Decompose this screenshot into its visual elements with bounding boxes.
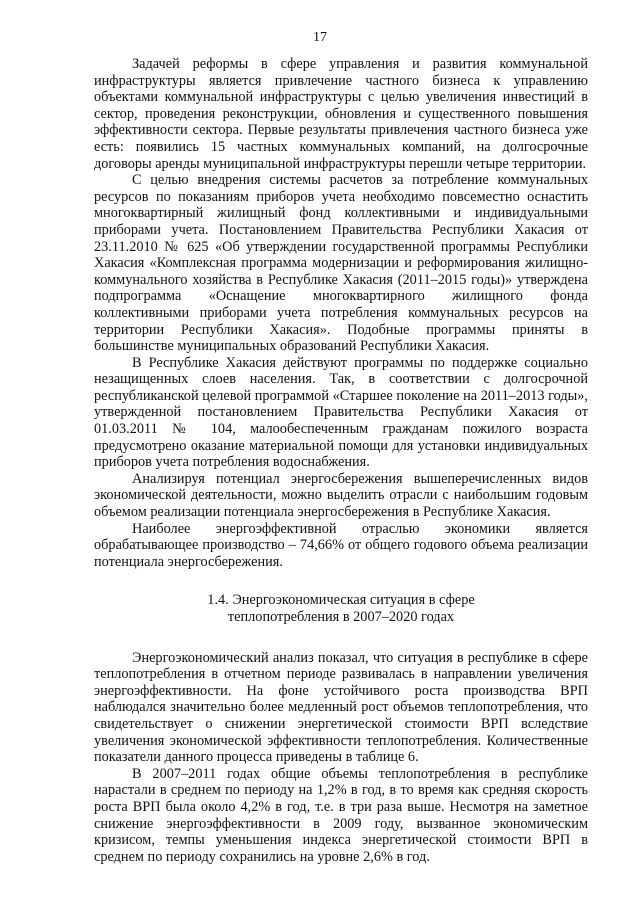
paragraph-heat-consumption-growth: В 2007–2011 годах общие объемы теплопотребления в республике нарастали в среднем по периоду на 1,2% в год, в то время как средняя скорость роста ВРП была около 4,2% в год, т.е. в три раза выше. Несмотря на заметное снижение энергоэффективности в 2009 году, вызванное экономическим кризисом, темпы уменьшения индекса энергетической стоимости ВРП в среднем по периоду сохранились на уровне 2,6% в год. <box>94 765 588 865</box>
paragraph-reform-goal: Задачей реформы в сфере управления и развития коммунальной инфраструктуры является привлечение частного бизнеса к управлению объектами коммунальной инфраструктуры с целью увеличения инвестиций в сектор, проведения реконструкции, обновления и существенного повышения эффективности сектора. Первые результаты привлечения частного бизнеса уже есть: появились 15 частных коммунальных компаний, на долгосрочные договоры аренды муниципальной инфраструктуры перешли четыре территории. <box>94 56 588 172</box>
document-body <box>94 56 588 865</box>
section-heading-line-2: теплопотребления в 2007–2020 годах <box>227 609 455 625</box>
section-heading <box>94 592 588 625</box>
paragraph-savings-potential: Анализируя потенциал энергосбережения вышеперечисленных видов экономической деятельности, можно выделить отрасли с наибольшим годовым объемом реализации потенциала энергосбережения в Республике Хакасия. <box>94 470 588 521</box>
paragraph-energy-analysis: Энергоэкономический анализ показал, что ситуация в республике в сфере теплопотребления в отчетном периоде развивалась в направлении увеличения энергоэффективности. На фоне устойчивого роста производства ВРП наблюдался значительно более медленный рост объемов теплопотребления, что свидетельствует о снижении энергетической стоимости ВРП вследствие увеличения экономической эффективности теплопотребления. Количественные показатели данного процесса приведены в таблице 6. <box>94 649 588 766</box>
paragraph-metering-program: С целью внедрения системы расчетов за потребление коммунальных ресурсов по показаниям приборов учета необходимо повсеместно оснастить многоквартирный жилищный фонд коллективными и индивидуальными приборами учета. Постановлением Правительства Республики Хакасия от 23.11.2010 № 625 «Об утверждении государственной программы Республики Хакасия «Комплексная программа модернизации и реформирования жилищно-коммунального хозяйства в Республике Хакасия (2011–2015 годы)» утверждена подпрограмма «Оснащение многоквартирного жилищного фонда коллективными приборами учета потребления коммунальных ресурсов на территории Республики Хакасия». Подобные программы приняты в большинстве муниципальных образований Республики Хакасия. <box>94 172 588 355</box>
paragraph-social-support: В Республике Хакасия действуют программы по поддержке социально незащищенных слоев населения. Так, в соответствии с долгосрочной республиканской целевой программой «Старшее поколение на 2011–2013 годы», утвержденной постановлением Правительства Республики Хакасия от 01.03.2011 № 104, малообеспеченным гражданам пожилого возраста предусмотрено оказание материальной помощи для установки индивидуальных приборов учета потребления водоснабжения. <box>94 354 588 471</box>
page-number: 17 <box>313 30 327 45</box>
paragraph-most-efficient-sector: Наиболее энергоэффективной отраслью экономики является обрабатывающее производство – 74,66% от общего годового объема реализации потенциала энергосбережения. <box>94 520 588 570</box>
section-heading-line-1: 1.4. Энергоэкономическая ситуация в сфере <box>207 592 475 609</box>
